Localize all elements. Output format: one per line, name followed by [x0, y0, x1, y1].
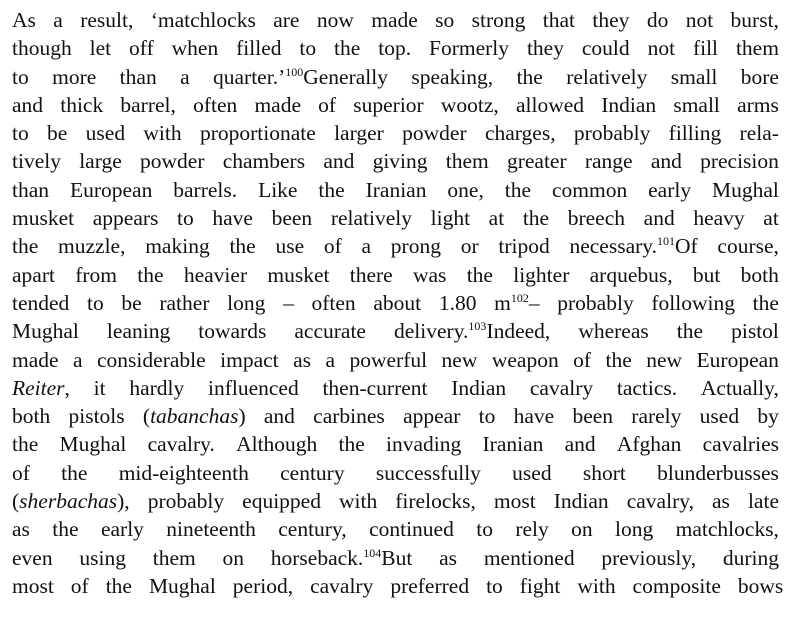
word: the [318, 177, 345, 202]
word: century [280, 460, 345, 485]
word: light [430, 206, 471, 231]
body-paragraph [12, 8, 784, 602]
word: could [581, 36, 630, 61]
word: both [12, 404, 51, 429]
word: prong [390, 234, 441, 259]
word: early [648, 177, 692, 202]
word: Mughal [712, 177, 779, 202]
word: bore [740, 64, 779, 89]
word: century, [278, 517, 347, 542]
word: strong [471, 8, 526, 32]
word: used [512, 460, 552, 485]
word: not [647, 36, 676, 61]
word: matchlocks, [675, 517, 779, 542]
footnote-marker[interactable]: 103 [468, 319, 487, 334]
word: horseback.$^{104}$But [270, 545, 413, 570]
word: common [551, 177, 628, 202]
word: Formerly [429, 36, 510, 61]
word: the [676, 319, 704, 344]
word: carbines [313, 404, 385, 429]
word: made [254, 92, 301, 117]
word: chambers [222, 149, 306, 174]
word: blunderbusses [657, 460, 779, 485]
word: musket [12, 206, 75, 231]
text-line [12, 8, 779, 36]
word: a [361, 234, 372, 259]
word: on [222, 545, 244, 570]
word: hardly [129, 375, 185, 400]
word: to [86, 290, 104, 315]
word: considerable [97, 347, 206, 372]
word: do [646, 8, 669, 32]
word: barrels. [173, 177, 238, 202]
word: top. [378, 36, 412, 61]
word: from [75, 262, 118, 287]
word: them [445, 149, 489, 174]
word: appears [92, 206, 159, 231]
word: larger [334, 121, 384, 146]
word: accurate [294, 319, 366, 344]
text-line [12, 263, 779, 291]
word: thick [60, 92, 104, 117]
word: both [740, 262, 779, 287]
word: continued [369, 517, 454, 542]
word: rather [159, 290, 210, 315]
word: small [670, 64, 718, 89]
word: use [275, 234, 305, 259]
word: new [646, 347, 683, 372]
word: than [119, 64, 157, 89]
word: even [12, 545, 53, 570]
word: on [571, 517, 593, 542]
text-line [12, 36, 779, 64]
word: quarter.’$^{100}$Generally [213, 64, 388, 89]
text-line [12, 178, 779, 206]
word: preferred [390, 573, 470, 598]
text-line [12, 234, 779, 262]
word: the [52, 517, 79, 542]
word: short [582, 460, 626, 485]
word: often [193, 92, 238, 117]
word: as [712, 489, 730, 514]
word: speaking, [411, 64, 494, 89]
word: giving [372, 149, 428, 174]
word: equipped [242, 489, 321, 514]
word: them [152, 545, 196, 570]
word: used [699, 404, 740, 429]
word: cavalries [702, 432, 779, 457]
word: to [486, 573, 503, 598]
word: Mughal [59, 432, 127, 457]
word: arquebus, [589, 262, 673, 287]
word: and [564, 432, 596, 457]
word: not [685, 8, 714, 32]
word: invading [386, 432, 462, 457]
word: course, [717, 234, 779, 259]
word: new [441, 347, 478, 372]
footnote-marker[interactable]: 101 [657, 234, 675, 249]
text-line [12, 206, 779, 234]
word: the [522, 206, 550, 231]
word: the [516, 64, 543, 89]
word: the [229, 234, 256, 259]
word: though [12, 36, 72, 61]
word: pistol [731, 319, 779, 344]
text-line [12, 489, 779, 517]
word: during [722, 545, 779, 570]
word: to [177, 206, 194, 231]
word: allowed [515, 92, 585, 117]
word: Indian [553, 489, 609, 514]
word: that [542, 8, 576, 32]
word: – [283, 290, 294, 315]
word: Indian [451, 375, 507, 400]
word: Reiter, [12, 375, 70, 400]
word: with [339, 489, 378, 514]
word: and [12, 92, 44, 117]
word: previously, [601, 545, 697, 570]
word: by [757, 404, 779, 429]
word: then-current [322, 375, 428, 400]
word: composite [632, 573, 721, 598]
word: nineteenth [166, 517, 256, 542]
word: late [747, 489, 779, 514]
word: of [573, 347, 592, 372]
word: as [293, 347, 312, 372]
word: been [572, 404, 614, 429]
word: powerful [349, 347, 428, 372]
word: barrel, [120, 92, 176, 117]
word: filling [668, 121, 722, 146]
word: was [412, 262, 447, 287]
word: it [93, 375, 106, 400]
word: made [12, 347, 59, 372]
word: muzzle, [58, 234, 126, 259]
word: as [12, 517, 30, 542]
word: whereas [578, 319, 649, 344]
word: filled [236, 36, 282, 61]
word: rela- [739, 121, 779, 146]
word: as [439, 545, 458, 570]
word: superior [353, 92, 424, 117]
word: rarely [631, 404, 682, 429]
word: result, [80, 8, 134, 32]
text-line [12, 573, 784, 602]
word: $m^{102}-$ [494, 290, 540, 315]
word: be [47, 121, 68, 146]
word: cavalry [310, 573, 374, 598]
word: made [371, 8, 418, 32]
word: be [121, 290, 142, 315]
word: long [227, 290, 266, 315]
word: As [12, 8, 36, 32]
word: so [435, 8, 455, 32]
word: tended [12, 290, 70, 315]
word: and [643, 206, 675, 231]
word: them [735, 36, 779, 61]
word: probably [557, 290, 634, 315]
word: rely [515, 517, 549, 542]
text-line [12, 93, 779, 121]
word: have [513, 404, 555, 429]
word: more [52, 64, 97, 89]
word: to [478, 404, 496, 429]
word: been [271, 206, 313, 231]
word: bows [737, 573, 784, 598]
word: or [460, 234, 479, 259]
word: using [79, 545, 126, 570]
word: (tabanchas) [142, 404, 246, 429]
word: Although [236, 432, 318, 457]
word: heavy [693, 206, 745, 231]
word: when [171, 36, 219, 61]
word: at [488, 206, 505, 231]
word: 1.80 [438, 290, 477, 315]
word: lighter [513, 262, 570, 287]
word: there [349, 262, 393, 287]
word: the [338, 432, 365, 457]
text-line [12, 404, 779, 432]
word: have [212, 206, 253, 231]
word: a [73, 347, 83, 372]
word: about [373, 290, 422, 315]
word: to [476, 517, 493, 542]
word: greater [506, 149, 567, 174]
word: towards [198, 319, 267, 344]
word: powder [402, 121, 467, 146]
word: necessary.$^{101}$Of [569, 234, 698, 259]
word: they [526, 36, 564, 61]
word: breech [567, 206, 626, 231]
word: making [145, 234, 210, 259]
text-line [12, 432, 779, 460]
word: firelocks, [395, 489, 476, 514]
word: mentioned [483, 545, 575, 570]
word: Afghan [616, 432, 682, 457]
text-line [12, 291, 779, 319]
word: musket [267, 262, 330, 287]
word: at [763, 206, 779, 231]
word: most [493, 489, 536, 514]
text-line [12, 121, 779, 149]
word: let [89, 36, 112, 61]
word: and [650, 149, 682, 174]
word: relatively [330, 206, 412, 231]
word: influenced [207, 375, 299, 400]
word: Actually, [700, 375, 779, 400]
text-line [12, 65, 779, 93]
word: and [323, 149, 355, 174]
word: arms [737, 92, 779, 117]
text-line [12, 319, 779, 347]
word: of [70, 573, 89, 598]
word: they [592, 8, 630, 32]
word: the [466, 262, 493, 287]
word: European [69, 177, 153, 202]
word: following [651, 290, 735, 315]
word: proportionate [199, 121, 316, 146]
word: European [696, 347, 779, 372]
word: the [61, 460, 88, 485]
word: of [12, 460, 30, 485]
word: off [129, 36, 154, 61]
word: precision [700, 149, 779, 174]
word: ‘matchlocks [150, 8, 256, 32]
word: powder [140, 149, 205, 174]
word: of [318, 92, 337, 117]
word: with [577, 573, 616, 598]
word: impact [220, 347, 279, 372]
word: range [584, 149, 633, 174]
word: probably [573, 121, 651, 146]
word: heavier [183, 262, 248, 287]
word: pistols [68, 404, 125, 429]
text-line [12, 348, 779, 376]
word: to [299, 36, 317, 61]
word: tactics. [616, 375, 678, 400]
word: often [311, 290, 356, 315]
word: now [316, 8, 354, 32]
word: the [504, 177, 532, 202]
word: but [692, 262, 721, 287]
word: long [615, 517, 654, 542]
word: (sherbachas), [12, 489, 130, 514]
text-line [12, 517, 779, 545]
word: are [273, 8, 300, 32]
word: small [673, 92, 720, 117]
word: burst, [730, 8, 779, 32]
text-line [12, 376, 779, 404]
word: charges, [484, 121, 556, 146]
word: Indian [601, 92, 657, 117]
word: the [12, 234, 39, 259]
text-line [12, 149, 779, 177]
word: large [79, 149, 122, 174]
word: Like [258, 177, 298, 202]
word: Iranian [365, 177, 427, 202]
word: one, [447, 177, 484, 202]
word: fill [692, 36, 719, 61]
word: and [263, 404, 295, 429]
word: mid-eighteenth [118, 460, 249, 485]
word: fight [519, 573, 561, 598]
word: cavalry, [626, 489, 694, 514]
word: Mughal [12, 319, 79, 344]
footnote-marker[interactable]: 104 [363, 545, 382, 560]
word: most [12, 573, 54, 598]
word: the [752, 290, 779, 315]
word: early [100, 517, 144, 542]
word: weapon [491, 347, 559, 372]
word: the [137, 262, 164, 287]
word: the [12, 432, 39, 457]
word: to [12, 64, 29, 89]
word: the [105, 573, 132, 598]
word: tively [12, 149, 61, 174]
word: probably [147, 489, 225, 514]
text-line [12, 546, 779, 574]
footnote-marker[interactable]: 102 [510, 290, 529, 305]
word: wootz, [440, 92, 499, 117]
word: a [180, 64, 190, 89]
word: a [325, 347, 336, 372]
word: apart [12, 262, 55, 287]
footnote-marker[interactable]: 100 [285, 64, 304, 79]
word: than [12, 177, 50, 202]
word: a [53, 8, 63, 32]
word: leaning [106, 319, 171, 344]
text-line [12, 461, 779, 489]
word: successfully [375, 460, 481, 485]
word: relatively [566, 64, 648, 89]
word: used [85, 121, 126, 146]
word: with [143, 121, 182, 146]
word: Iranian [482, 432, 544, 457]
word: appear [403, 404, 461, 429]
word: of [323, 234, 342, 259]
word: delivery.$^{103}$Indeed, [394, 319, 551, 344]
word: cavalry. [147, 432, 215, 457]
word: the [605, 347, 632, 372]
word: Mughal [148, 573, 216, 598]
word: to [12, 121, 29, 146]
word: cavalry [529, 375, 594, 400]
word: the [334, 36, 361, 61]
word: period, [232, 573, 294, 598]
word: tripod [498, 234, 550, 259]
